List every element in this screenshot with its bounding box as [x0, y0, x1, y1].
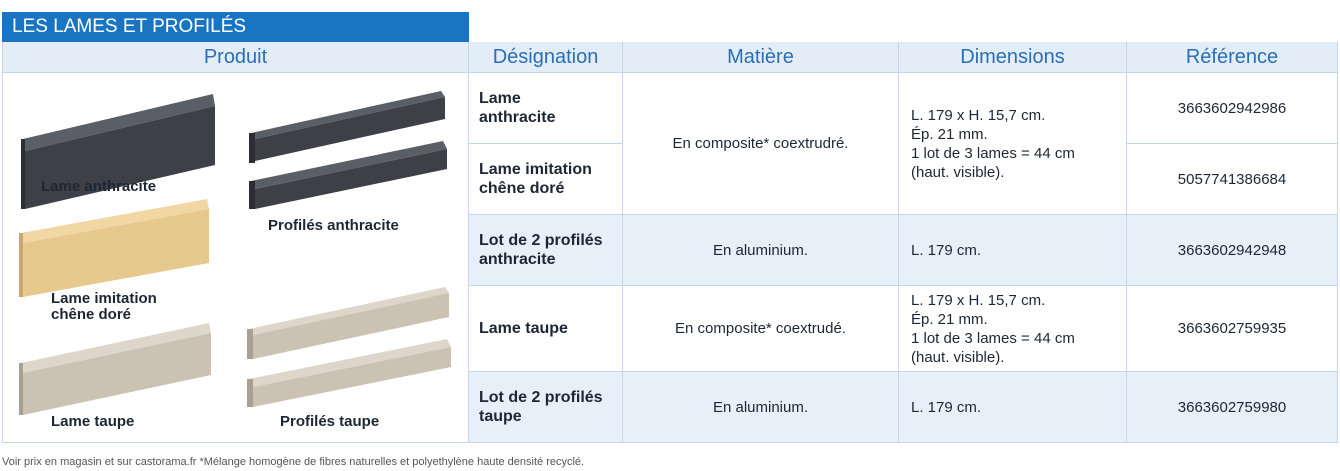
dimensions-profiles-taupe: L. 179 cm. — [899, 372, 1127, 443]
dimension-line: L. 179 x H. 15,7 cm. — [911, 291, 1046, 309]
profiles-taupe-image — [247, 287, 451, 407]
designation-profiles-taupe — [469, 372, 623, 443]
designation-lame-anthracite — [469, 73, 623, 144]
lame-taupe-image — [19, 323, 211, 415]
product-images-panel — [2, 73, 469, 443]
matiere-aluminium: En aluminium. — [623, 372, 899, 443]
header-designation: Désignation — [469, 42, 623, 73]
product-label-lame-chene-dore-line2: chêne doré — [51, 306, 132, 323]
reference-profiles-anthracite: 3663602942948 — [1127, 215, 1338, 286]
matiere-aluminium: En aluminium. — [623, 215, 899, 286]
product-illustrations — [3, 73, 470, 443]
dimension-line: Ép. 21 mm. — [911, 310, 988, 328]
reference-lame-taupe: 3663602759935 — [1127, 286, 1338, 372]
product-label-profiles-anthracite: Profilés anthracite — [268, 217, 399, 234]
product-label-lame-taupe: Lame taupe — [51, 413, 135, 430]
designation-line: chêne doré — [479, 180, 565, 197]
dimensions-merged — [899, 73, 1127, 215]
dimension-line: Ép. 21 mm. — [911, 125, 988, 143]
product-label-lame-chene-dore-line1: Lame imitation — [51, 290, 157, 307]
designation-line: Lot de 2 profilés — [479, 232, 603, 249]
dimension-line: 1 lot de 3 lames = 44 cm — [911, 329, 1075, 347]
designation-line: taupe — [479, 408, 522, 425]
designation-lame-chene-dore — [469, 144, 623, 215]
footnote: Voir prix en magasin et sur castorama.fr *Mélange homogène de fibres naturelles et polyethylène haute densité recyclé. — [2, 456, 585, 468]
section-title: LES LAMES ET PROFILÉS — [2, 12, 469, 42]
designation-line: anthracite — [479, 251, 556, 268]
reference-lame-chene-dore: 5057741386684 — [1127, 144, 1338, 215]
reference-lame-anthracite: 3663602942986 — [1127, 73, 1338, 144]
dimension-line: (haut. visible). — [911, 348, 1005, 366]
product-label-profiles-taupe: Profilés taupe — [280, 413, 380, 430]
header-matiere: Matière — [623, 42, 899, 73]
matiere-composite-merged: En composite* coextrudré. — [623, 73, 899, 215]
dimension-line: (haut. visible). — [911, 163, 1005, 181]
designation-line: Lame imitation — [479, 161, 592, 178]
designation-line: anthracite — [479, 109, 556, 126]
designation-profiles-anthracite — [469, 215, 623, 286]
dimension-line: L. 179 x H. 15,7 cm. — [911, 106, 1046, 124]
header-reference: Référence — [1127, 42, 1338, 73]
header-dimensions: Dimensions — [899, 42, 1127, 73]
header-produit: Produit — [2, 42, 469, 73]
profiles-anthracite-image — [249, 91, 447, 209]
designation-line: Lame — [479, 90, 521, 107]
reference-profiles-taupe: 3663602759980 — [1127, 372, 1338, 443]
designation-line: Lot de 2 profilés — [479, 389, 603, 406]
lame-chene-dore-image — [19, 199, 209, 297]
dimensions-profiles-anthracite: L. 179 cm. — [899, 215, 1127, 286]
matiere-composite: En composite* coextrudé. — [623, 286, 899, 372]
product-label-lame-anthracite: Lame anthracite — [41, 178, 157, 195]
designation-lame-taupe: Lame taupe — [469, 286, 623, 372]
dimensions-lame-taupe — [899, 286, 1127, 372]
dimension-line: 1 lot de 3 lames = 44 cm — [911, 144, 1075, 162]
